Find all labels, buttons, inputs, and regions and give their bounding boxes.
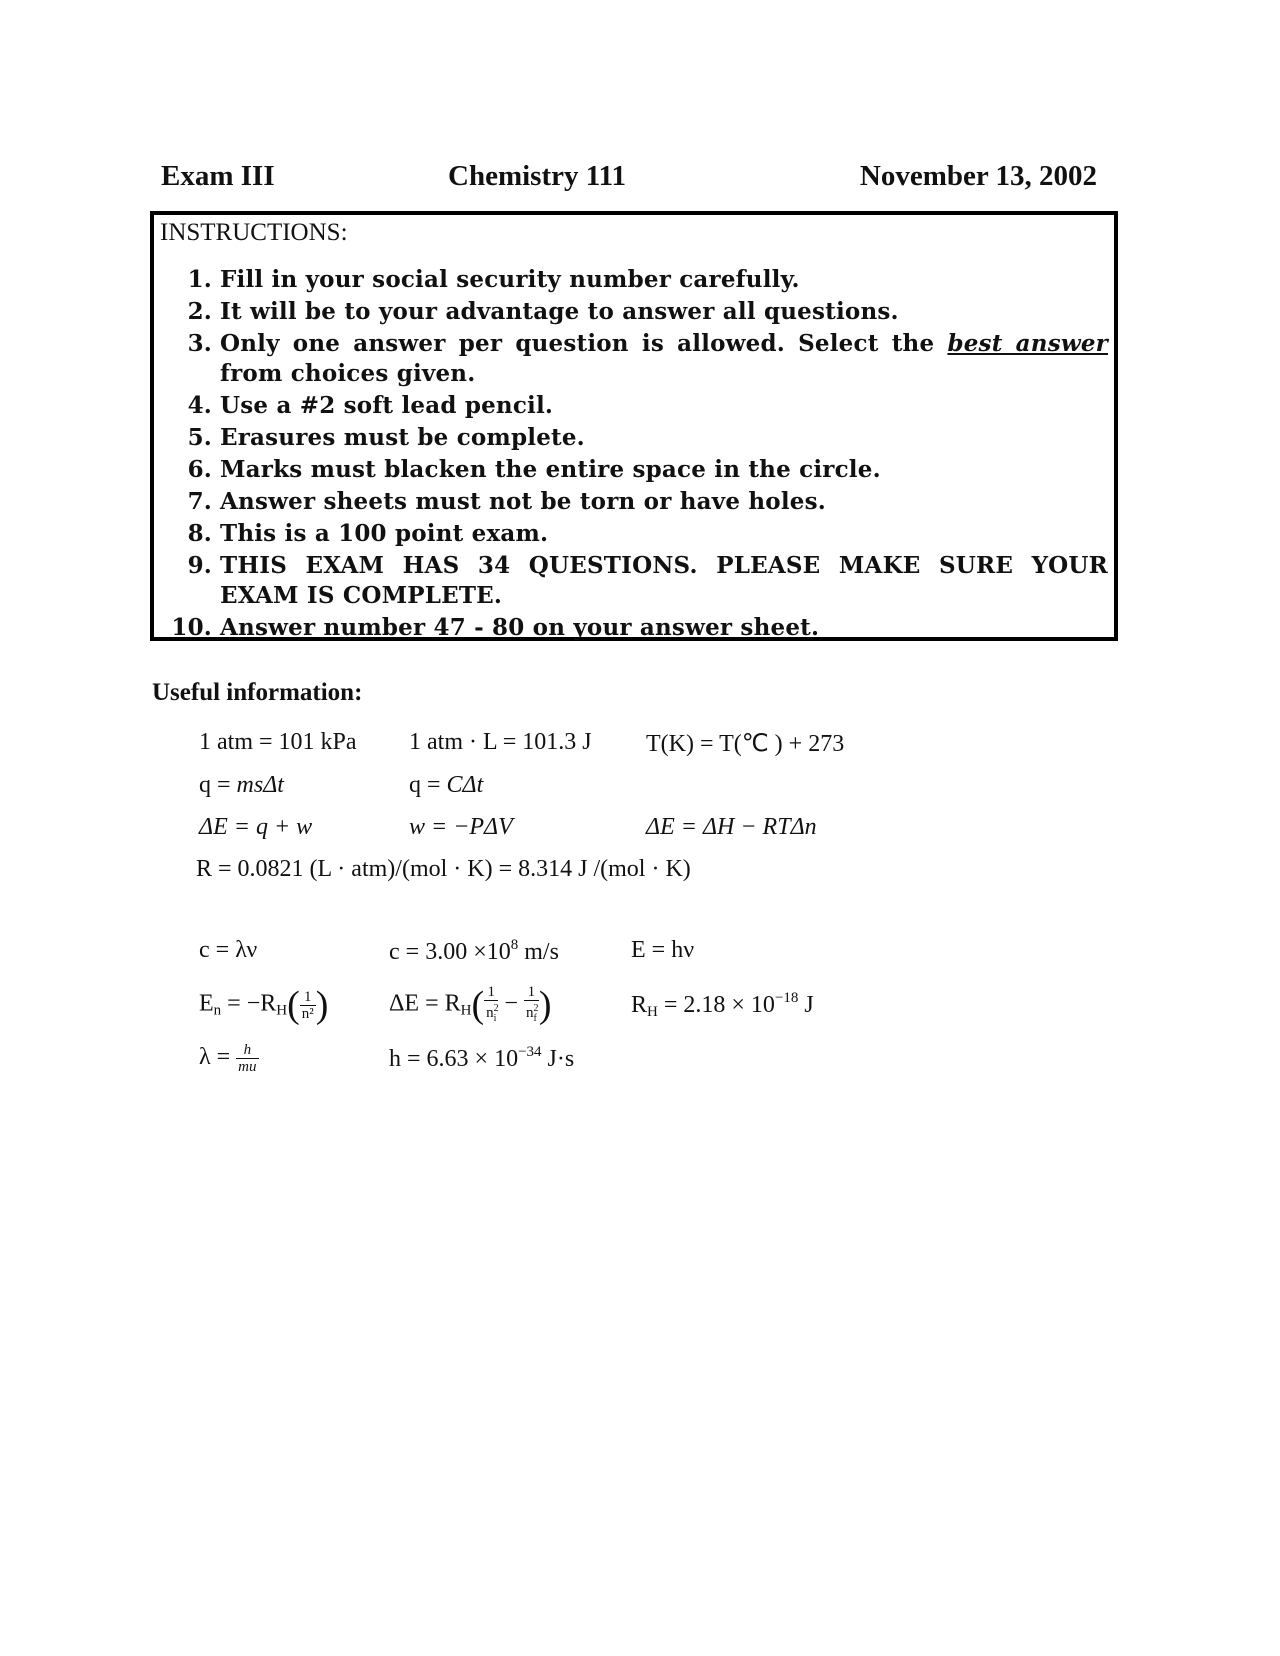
item-text: from choices given. <box>220 360 476 387</box>
fraction-numerator: 1 <box>300 989 316 1006</box>
eq-lhs: q = <box>409 772 447 798</box>
equation-wave-speed: c = λν <box>199 937 258 963</box>
eq-text: E <box>199 990 214 1017</box>
item-text: Answer sheets must not be torn or have holes. <box>220 488 826 515</box>
list-item <box>154 297 1114 327</box>
fraction-denominator: $n^2_f$ <box>525 1002 539 1024</box>
equation-atm-liter: 1 atm · L = 101.3 J <box>409 729 592 755</box>
item-number: 8. <box>187 520 212 547</box>
fraction-denominator: mu <box>238 1059 257 1075</box>
list-item <box>154 455 1114 485</box>
eq-rhs: CΔt <box>446 772 484 798</box>
eq-rhs: msΔt <box>236 772 284 798</box>
list-item <box>154 265 1114 295</box>
instructions-box <box>150 211 1118 641</box>
fraction-denominator: n² <box>301 1005 314 1022</box>
equation-heat-specific <box>199 772 284 799</box>
equation-de-broglie <box>199 1042 259 1075</box>
list-item <box>154 423 1114 453</box>
list-item <box>154 551 1114 611</box>
eq-text: m/s <box>518 939 559 965</box>
instructions-title: INSTRUCTIONS: <box>160 219 348 246</box>
fraction-numerator: 1 <box>524 984 539 1001</box>
eq-text: c = 3.00 ×10 <box>389 939 511 965</box>
equation-bohr-energy <box>199 983 328 1027</box>
eq-text: J <box>798 992 814 1018</box>
fraction-numerator: h <box>236 1042 258 1059</box>
course-title: Chemistry 111 <box>448 160 627 192</box>
equation-planck <box>389 1044 574 1073</box>
eq-text: J·s <box>541 1046 575 1072</box>
equation-kelvin: T(K) = T(℃ ) + 273 <box>646 731 845 757</box>
eq-lhs: q = <box>199 772 237 798</box>
fraction <box>524 984 539 1027</box>
eq-subscript: n <box>213 1002 222 1019</box>
eq-text: R <box>631 992 648 1018</box>
item-text: It will be to your advantage to answer all questions. <box>220 298 899 325</box>
left-paren-icon: ( <box>287 984 300 1026</box>
item-text: Only one answer per question is allowed. Select the <box>220 330 948 357</box>
exam-date: November 13, 2002 <box>859 160 1097 192</box>
list-item <box>154 391 1114 421</box>
item-text: Fill in your social security number carefully. <box>220 266 800 293</box>
equation-gas-constant: R = 0.0821 (L · atm)/(mol · K) = 8.314 J /(mol · K) <box>196 856 691 882</box>
right-paren-icon: ) <box>315 984 329 1026</box>
eq-exponent: 8 <box>510 937 519 953</box>
equation-work: w = −PΔV <box>409 814 513 840</box>
item-number: 4. <box>187 392 212 419</box>
fraction <box>484 984 498 1027</box>
item-text: THIS EXAM HAS 34 QUESTIONS. PLEASE MAKE SURE YOUR EXAM IS COMPLETE. <box>220 552 1108 609</box>
equation-enthalpy: ΔE = ΔH − RTΔn <box>646 814 817 840</box>
list-item <box>154 613 1114 643</box>
list-item <box>154 487 1114 517</box>
item-number: 7. <box>187 488 212 515</box>
eq-text: ΔE = R <box>389 990 461 1017</box>
eq-subscript: H <box>276 1002 288 1019</box>
eq-exponent: −18 <box>774 990 799 1006</box>
item-number: 5. <box>187 424 212 451</box>
eq-exponent: −34 <box>518 1044 542 1060</box>
left-paren-icon: ( <box>471 984 485 1026</box>
item-number: 3. <box>187 330 212 357</box>
fraction-numerator: 1 <box>484 984 498 1001</box>
best-answer-emphasis: best answer <box>947 330 1109 357</box>
fraction <box>236 1042 258 1075</box>
eq-text: = −R <box>221 990 277 1017</box>
eq-text: h = 6.63 × 10 <box>389 1046 519 1072</box>
item-text: Answer number 47 - 80 on your answer sheet. <box>220 614 820 641</box>
item-number: 9. <box>187 552 212 579</box>
equation-first-law: ΔE = q + w <box>199 814 313 840</box>
useful-info-title: Useful information: <box>152 679 363 706</box>
equation-rydberg <box>631 990 814 1021</box>
equation-photon-energy: E = hν <box>631 937 695 963</box>
eq-subscript: H <box>647 1004 658 1020</box>
eq-text: = 2.18 × 10 <box>657 992 775 1018</box>
fraction <box>300 989 316 1022</box>
fraction-denominator: $n^2_i$ <box>486 1002 499 1024</box>
item-number: 1. <box>187 266 212 293</box>
item-text: Use a #2 soft lead pencil. <box>220 392 554 419</box>
instructions-list <box>154 265 1114 645</box>
item-text: This is a 100 point exam. <box>220 520 549 547</box>
eq-lhs: λ = <box>199 1044 237 1071</box>
list-item <box>154 519 1114 549</box>
equation-speed-of-light <box>389 937 559 966</box>
equation-atm-kpa: 1 atm = 101 kPa <box>199 729 357 755</box>
item-number: 6. <box>187 456 212 483</box>
exam-title: Exam III <box>161 160 275 192</box>
eq-subscript: H <box>460 1002 472 1019</box>
right-paren-icon: ) <box>538 984 552 1026</box>
equation-energy-transition: $\Delta E = R_H$( $\frac{1}{n^2_i}$ − $\frac{1}{n^2_f}$ ) <box>389 983 552 1026</box>
item-text: Erasures must be complete. <box>220 424 585 451</box>
item-number: 2. <box>187 298 212 325</box>
item-number: 10. <box>171 614 212 641</box>
item-text: Marks must blacken the entire space in the circle. <box>220 456 881 483</box>
equation-heat-capacity <box>409 772 483 799</box>
list-item <box>154 329 1114 389</box>
